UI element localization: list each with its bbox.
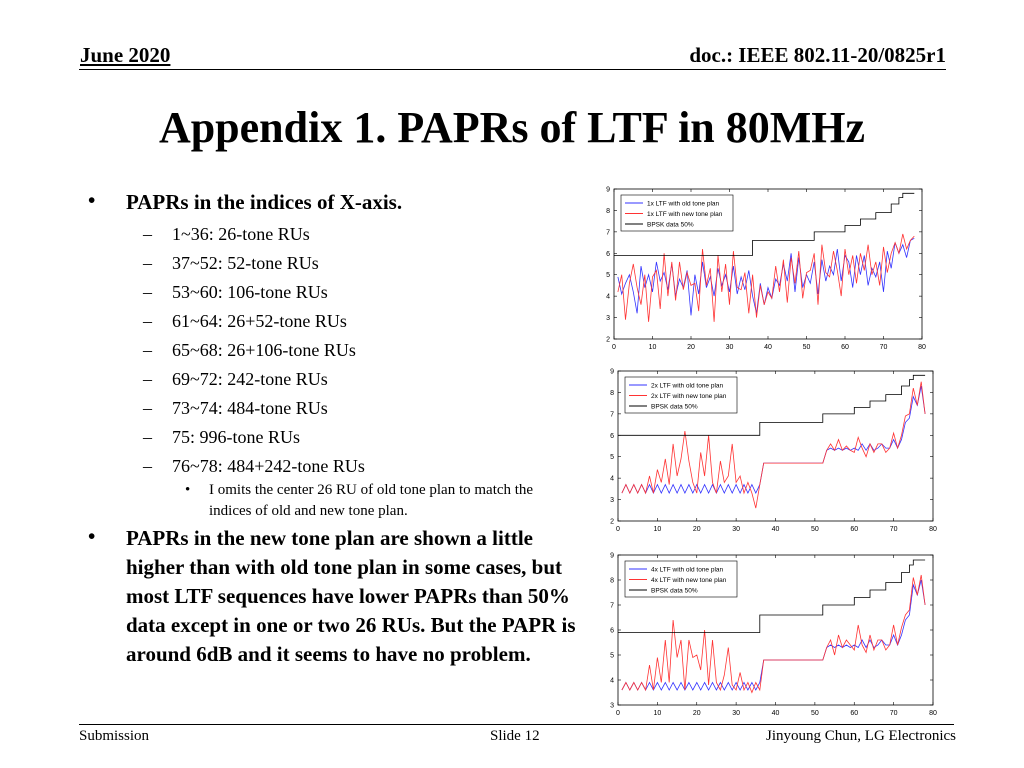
slide-title: Appendix 1. PAPRs of LTF in 80MHz — [158, 103, 866, 152]
y-tick-label: 2 — [606, 336, 610, 344]
x-tick-label: 40 — [764, 344, 772, 351]
x-tick-label: 40 — [771, 526, 780, 533]
y-tick-label: 8 — [610, 577, 614, 585]
y-tick-label: 9 — [610, 368, 614, 376]
bullet-1-text: PAPRs in the indices of X-axis. — [126, 190, 403, 214]
y-tick-label: 7 — [610, 411, 614, 419]
x-tick-label: 40 — [771, 710, 780, 717]
chart-svg — [600, 185, 930, 353]
x-tick-label: 50 — [810, 710, 819, 717]
chart-svg — [600, 551, 945, 721]
x-tick-label: 50 — [810, 526, 819, 533]
x-tick-label: 10 — [653, 710, 662, 717]
y-tick-label: 4 — [610, 677, 614, 685]
x-tick-label: 20 — [692, 710, 701, 717]
x-tick-label: 50 — [802, 344, 811, 351]
legend-entry: BPSK data 50% — [651, 403, 698, 411]
y-tick-label: 6 — [610, 432, 614, 440]
y-tick-label: 4 — [606, 293, 610, 301]
y-tick-label: 3 — [606, 315, 610, 323]
bullet-mark: • — [88, 188, 96, 212]
dash-mark: – — [143, 340, 152, 360]
footer-slide-number: Slide 12 — [490, 728, 540, 744]
x-tick-label: 60 — [850, 526, 859, 533]
x-tick-label: 30 — [732, 526, 741, 533]
y-tick-label: 4 — [610, 475, 614, 483]
note-mark: • — [185, 482, 191, 498]
bullet-mark: • — [88, 524, 96, 548]
papr-chart-1x-ltf — [600, 185, 930, 353]
x-tick-label: 0 — [616, 710, 620, 717]
x-tick-label: 10 — [648, 344, 657, 351]
y-tick-label: 7 — [610, 602, 614, 610]
header-date: June 2020 — [80, 43, 171, 67]
x-tick-label: 20 — [692, 526, 701, 533]
x-tick-label: 60 — [841, 344, 849, 351]
footer-divider — [79, 724, 954, 725]
x-tick-label: 0 — [616, 526, 620, 533]
y-tick-label: 9 — [606, 186, 610, 194]
chart-svg — [600, 367, 945, 537]
footer-submission: Submission — [79, 728, 150, 744]
dash-mark: – — [143, 398, 152, 418]
legend-entry: 2x LTF with old tone plan — [651, 382, 724, 390]
y-tick-label: 3 — [610, 702, 614, 710]
x-tick-label: 30 — [725, 344, 734, 351]
x-tick-label: 80 — [918, 344, 926, 351]
dash-mark: – — [143, 311, 152, 331]
legend-entry: 1x LTF with old tone plan — [647, 200, 720, 208]
legend-entry: 4x LTF with new tone plan — [651, 577, 727, 584]
legend-entry: 1x LTF with new tone plan — [647, 211, 723, 218]
note-text: I omits the center 26 RU of old tone plan to match the indices of old and new tone plan. — [209, 482, 534, 519]
dash-mark: – — [143, 427, 152, 447]
dash-mark: – — [143, 282, 152, 302]
y-tick-label: 7 — [606, 229, 610, 237]
y-tick-label: 3 — [610, 497, 614, 505]
legend-entry: BPSK data 50% — [647, 221, 694, 229]
y-tick-label: 5 — [610, 454, 614, 462]
x-tick-label: 60 — [850, 710, 859, 717]
papr-chart-2x-ltf — [600, 367, 945, 537]
y-tick-label: 2 — [610, 518, 614, 526]
dash-mark: – — [143, 369, 152, 389]
x-tick-label: 70 — [889, 526, 898, 533]
x-tick-label: 20 — [687, 344, 695, 351]
y-tick-label: 6 — [610, 627, 614, 635]
dash-mark: – — [143, 456, 152, 476]
papr-chart-4x-ltf — [600, 551, 945, 721]
x-tick-label: 80 — [929, 526, 937, 533]
x-tick-label: 10 — [653, 526, 662, 533]
footer-author: Jinyoung Chun, LG Electronics — [766, 728, 956, 744]
y-tick-label: 9 — [610, 552, 614, 560]
y-tick-label: 6 — [606, 250, 610, 258]
dash-mark: – — [143, 224, 152, 244]
header-divider — [79, 69, 946, 70]
x-tick-label: 80 — [929, 710, 937, 717]
y-tick-label: 8 — [606, 207, 610, 215]
x-tick-label: 70 — [889, 710, 898, 717]
dash-mark: – — [143, 253, 152, 273]
x-tick-label: 0 — [612, 344, 616, 351]
y-tick-label: 5 — [610, 652, 614, 660]
legend-entry: 2x LTF with new tone plan — [651, 393, 727, 400]
y-tick-label: 5 — [606, 272, 610, 280]
x-tick-label: 70 — [879, 344, 888, 351]
legend-entry: 4x LTF with old tone plan — [651, 566, 724, 574]
y-tick-label: 8 — [610, 389, 614, 397]
x-tick-label: 30 — [732, 710, 741, 717]
bullet-2-text: PAPRs in the new tone plan are shown a little higher than with old tone plan in some cases, but most LTF sequences have lower PAPRs than 50% data except in one or two 26 RUs. But the PAPR is around 6dB and it seems to have no problem. — [126, 526, 576, 666]
header-doc-id: doc.: IEEE 802.11-20/0825r1 — [689, 43, 946, 67]
legend-entry: BPSK data 50% — [651, 587, 698, 595]
